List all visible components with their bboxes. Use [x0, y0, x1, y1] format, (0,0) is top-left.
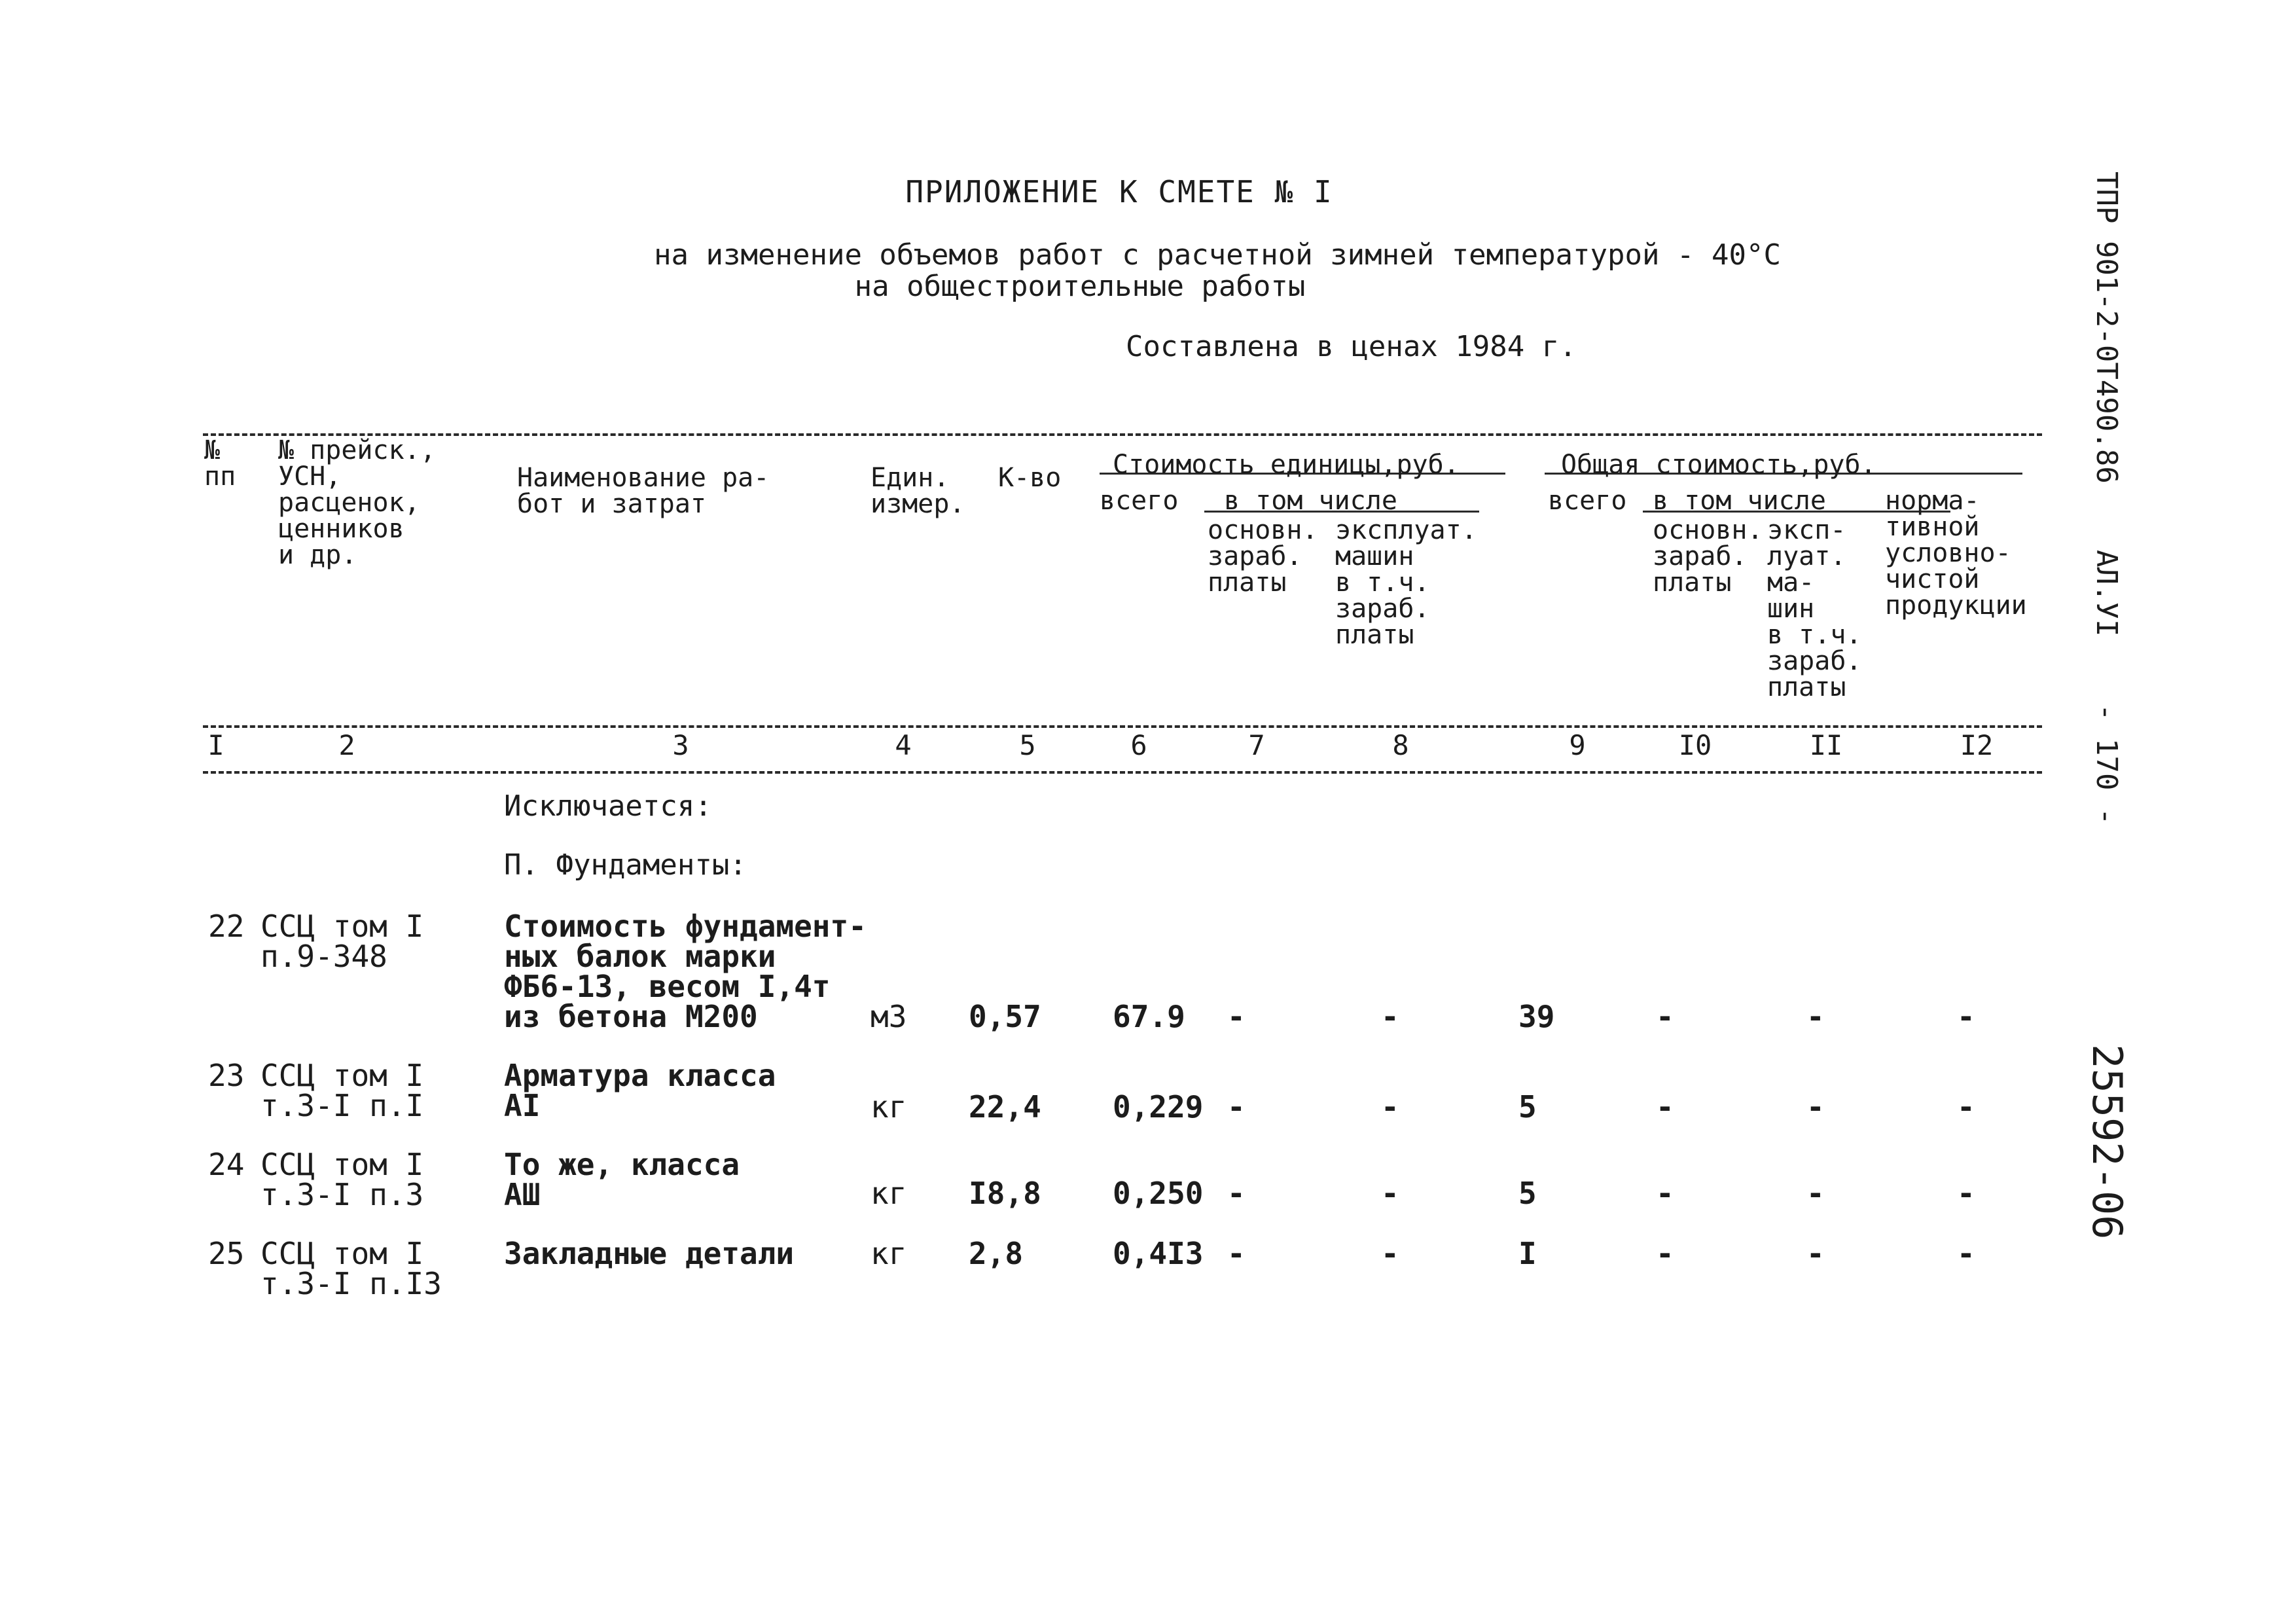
row-quantity: I8,8 — [969, 1176, 1041, 1211]
col-header-unit: Един. измер. — [870, 463, 965, 519]
row-reference: ССЦ том I т.3-I п.3 — [260, 1147, 424, 1212]
row-number: 24 — [208, 1147, 245, 1182]
document-title: ПРИЛОЖЕНИЕ К СМЕТЕ № I — [905, 174, 1333, 209]
document-subtitle-line1: на изменение объемов работ с расчетной зимней температурой - 40°С — [654, 238, 1781, 272]
project-code: ТПР 901-2-0Т490.86 — [2090, 171, 2123, 484]
row-unit-wage: - — [1227, 999, 1246, 1034]
section-excluded: Исключается: — [504, 789, 712, 823]
page-number: - 170 - — [2090, 704, 2123, 825]
prices-note: Составлена в ценах 1984 г. — [1126, 330, 1577, 363]
row-unit-machines: - — [1381, 1236, 1399, 1271]
row-unit-machines: - — [1381, 1176, 1399, 1211]
row-quantity: 0,57 — [969, 999, 1041, 1034]
row-total-machines: - — [1806, 1089, 1825, 1125]
row-total-wage: - — [1656, 1089, 1674, 1125]
col-header-num: № пп — [204, 435, 236, 492]
row-total-machines: - — [1806, 1236, 1825, 1271]
row-number: 22 — [208, 909, 245, 944]
row-norm-product: - — [1957, 1176, 1975, 1211]
col-header-total-machines: эксп- луат. ма- шин в т.ч. зараб. платы — [1767, 515, 1862, 702]
row-total-machines: - — [1806, 1176, 1825, 1211]
album-code: АЛ.УI — [2090, 550, 2123, 637]
row-total: 5 — [1518, 1176, 1537, 1211]
col-number-9: 9 — [1569, 729, 1586, 761]
row-reference: ССЦ том I т.3-I п.I3 — [260, 1236, 442, 1301]
col-header-unit-incl: в том числе — [1224, 486, 1397, 516]
column-numbers-rule — [203, 771, 2042, 774]
row-unit-wage: - — [1227, 1236, 1246, 1271]
row-unit-machines: - — [1381, 999, 1399, 1034]
col-number-8: 8 — [1392, 729, 1409, 761]
col-header-norm-product: норма- тивной условно- чистой продукции — [1885, 486, 2027, 621]
col-header-total-incl: в том числе — [1653, 486, 1826, 516]
row-number: 25 — [208, 1236, 245, 1271]
header-bottom-rule — [203, 725, 2042, 728]
row-total: 5 — [1518, 1089, 1537, 1125]
row-name: Закладные детали — [504, 1236, 795, 1271]
header-top-rule — [203, 433, 2042, 436]
row-unit: м3 — [870, 999, 907, 1034]
col-header-unit-total: всего — [1100, 486, 1179, 516]
col-number-3: 3 — [672, 729, 689, 761]
col-number-7: 7 — [1248, 729, 1265, 761]
row-total-machines: - — [1806, 999, 1825, 1034]
col-number-5: 5 — [1019, 729, 1036, 761]
row-unit-wage: - — [1227, 1089, 1246, 1125]
document-subtitle-line2: на общестроительные работы — [854, 270, 1306, 303]
col-header-total-wage: основн. зараб. платы — [1653, 515, 1763, 598]
col-header-total-cost-group: Общая стоимость,руб. — [1561, 450, 1876, 480]
col-number-12: I2 — [1960, 729, 1994, 761]
section-foundations: П. Фундаменты: — [504, 848, 747, 882]
col-number-2: 2 — [338, 729, 355, 761]
row-reference: ССЦ том I т.3-I п.I — [260, 1058, 424, 1123]
col-number-11: II — [1809, 729, 1843, 761]
row-total: I — [1518, 1236, 1537, 1271]
row-unit-wage: - — [1227, 1176, 1246, 1211]
row-unit-total: 0,4I3 — [1113, 1236, 1204, 1271]
col-header-unit-cost-group: Стоимость единицы,руб. — [1113, 450, 1460, 480]
row-unit: кг — [870, 1236, 907, 1271]
row-quantity: 22,4 — [969, 1089, 1041, 1125]
row-unit: кг — [870, 1089, 907, 1125]
row-name: То же, класса AШ — [504, 1147, 740, 1212]
row-total-wage: - — [1656, 999, 1674, 1034]
row-unit-total: 67.9 — [1113, 999, 1185, 1034]
col-header-ref: № прейск., УСН, расценок, ценников и др. — [278, 435, 436, 570]
row-total-wage: - — [1656, 1236, 1674, 1271]
inventory-number: 25592-06 — [2083, 1044, 2131, 1240]
row-norm-product: - — [1957, 999, 1975, 1034]
row-total-wage: - — [1656, 1176, 1674, 1211]
col-header-name: Наименование ра- бот и затрат — [517, 463, 770, 519]
col-number-4: 4 — [895, 729, 912, 761]
row-name: Арматура класса AI — [504, 1058, 776, 1123]
col-header-unit-machines: эксплуат. машин в т.ч. зараб. платы — [1335, 515, 1477, 650]
row-unit-total: 0,250 — [1113, 1176, 1204, 1211]
col-header-unit-wage: основн. зараб. платы — [1208, 515, 1318, 598]
col-number-6: 6 — [1130, 729, 1147, 761]
row-reference: ССЦ том I п.9-348 — [260, 909, 424, 974]
row-quantity: 2,8 — [969, 1236, 1024, 1271]
row-name: Стоимость фундамент- ных балок марки ФБ6-13, весом I,4т из бетона М200 — [504, 909, 867, 1034]
col-header-total: всего — [1548, 486, 1627, 516]
row-unit: кг — [870, 1176, 907, 1211]
row-norm-product: - — [1957, 1236, 1975, 1271]
row-unit-machines: - — [1381, 1089, 1399, 1125]
row-number: 23 — [208, 1058, 245, 1093]
row-total: 39 — [1518, 999, 1555, 1034]
row-unit-total: 0,229 — [1113, 1089, 1204, 1125]
col-header-qty: К-во — [998, 463, 1062, 493]
col-number-1: I — [207, 729, 224, 761]
col-number-10: I0 — [1678, 729, 1712, 761]
row-norm-product: - — [1957, 1089, 1975, 1125]
